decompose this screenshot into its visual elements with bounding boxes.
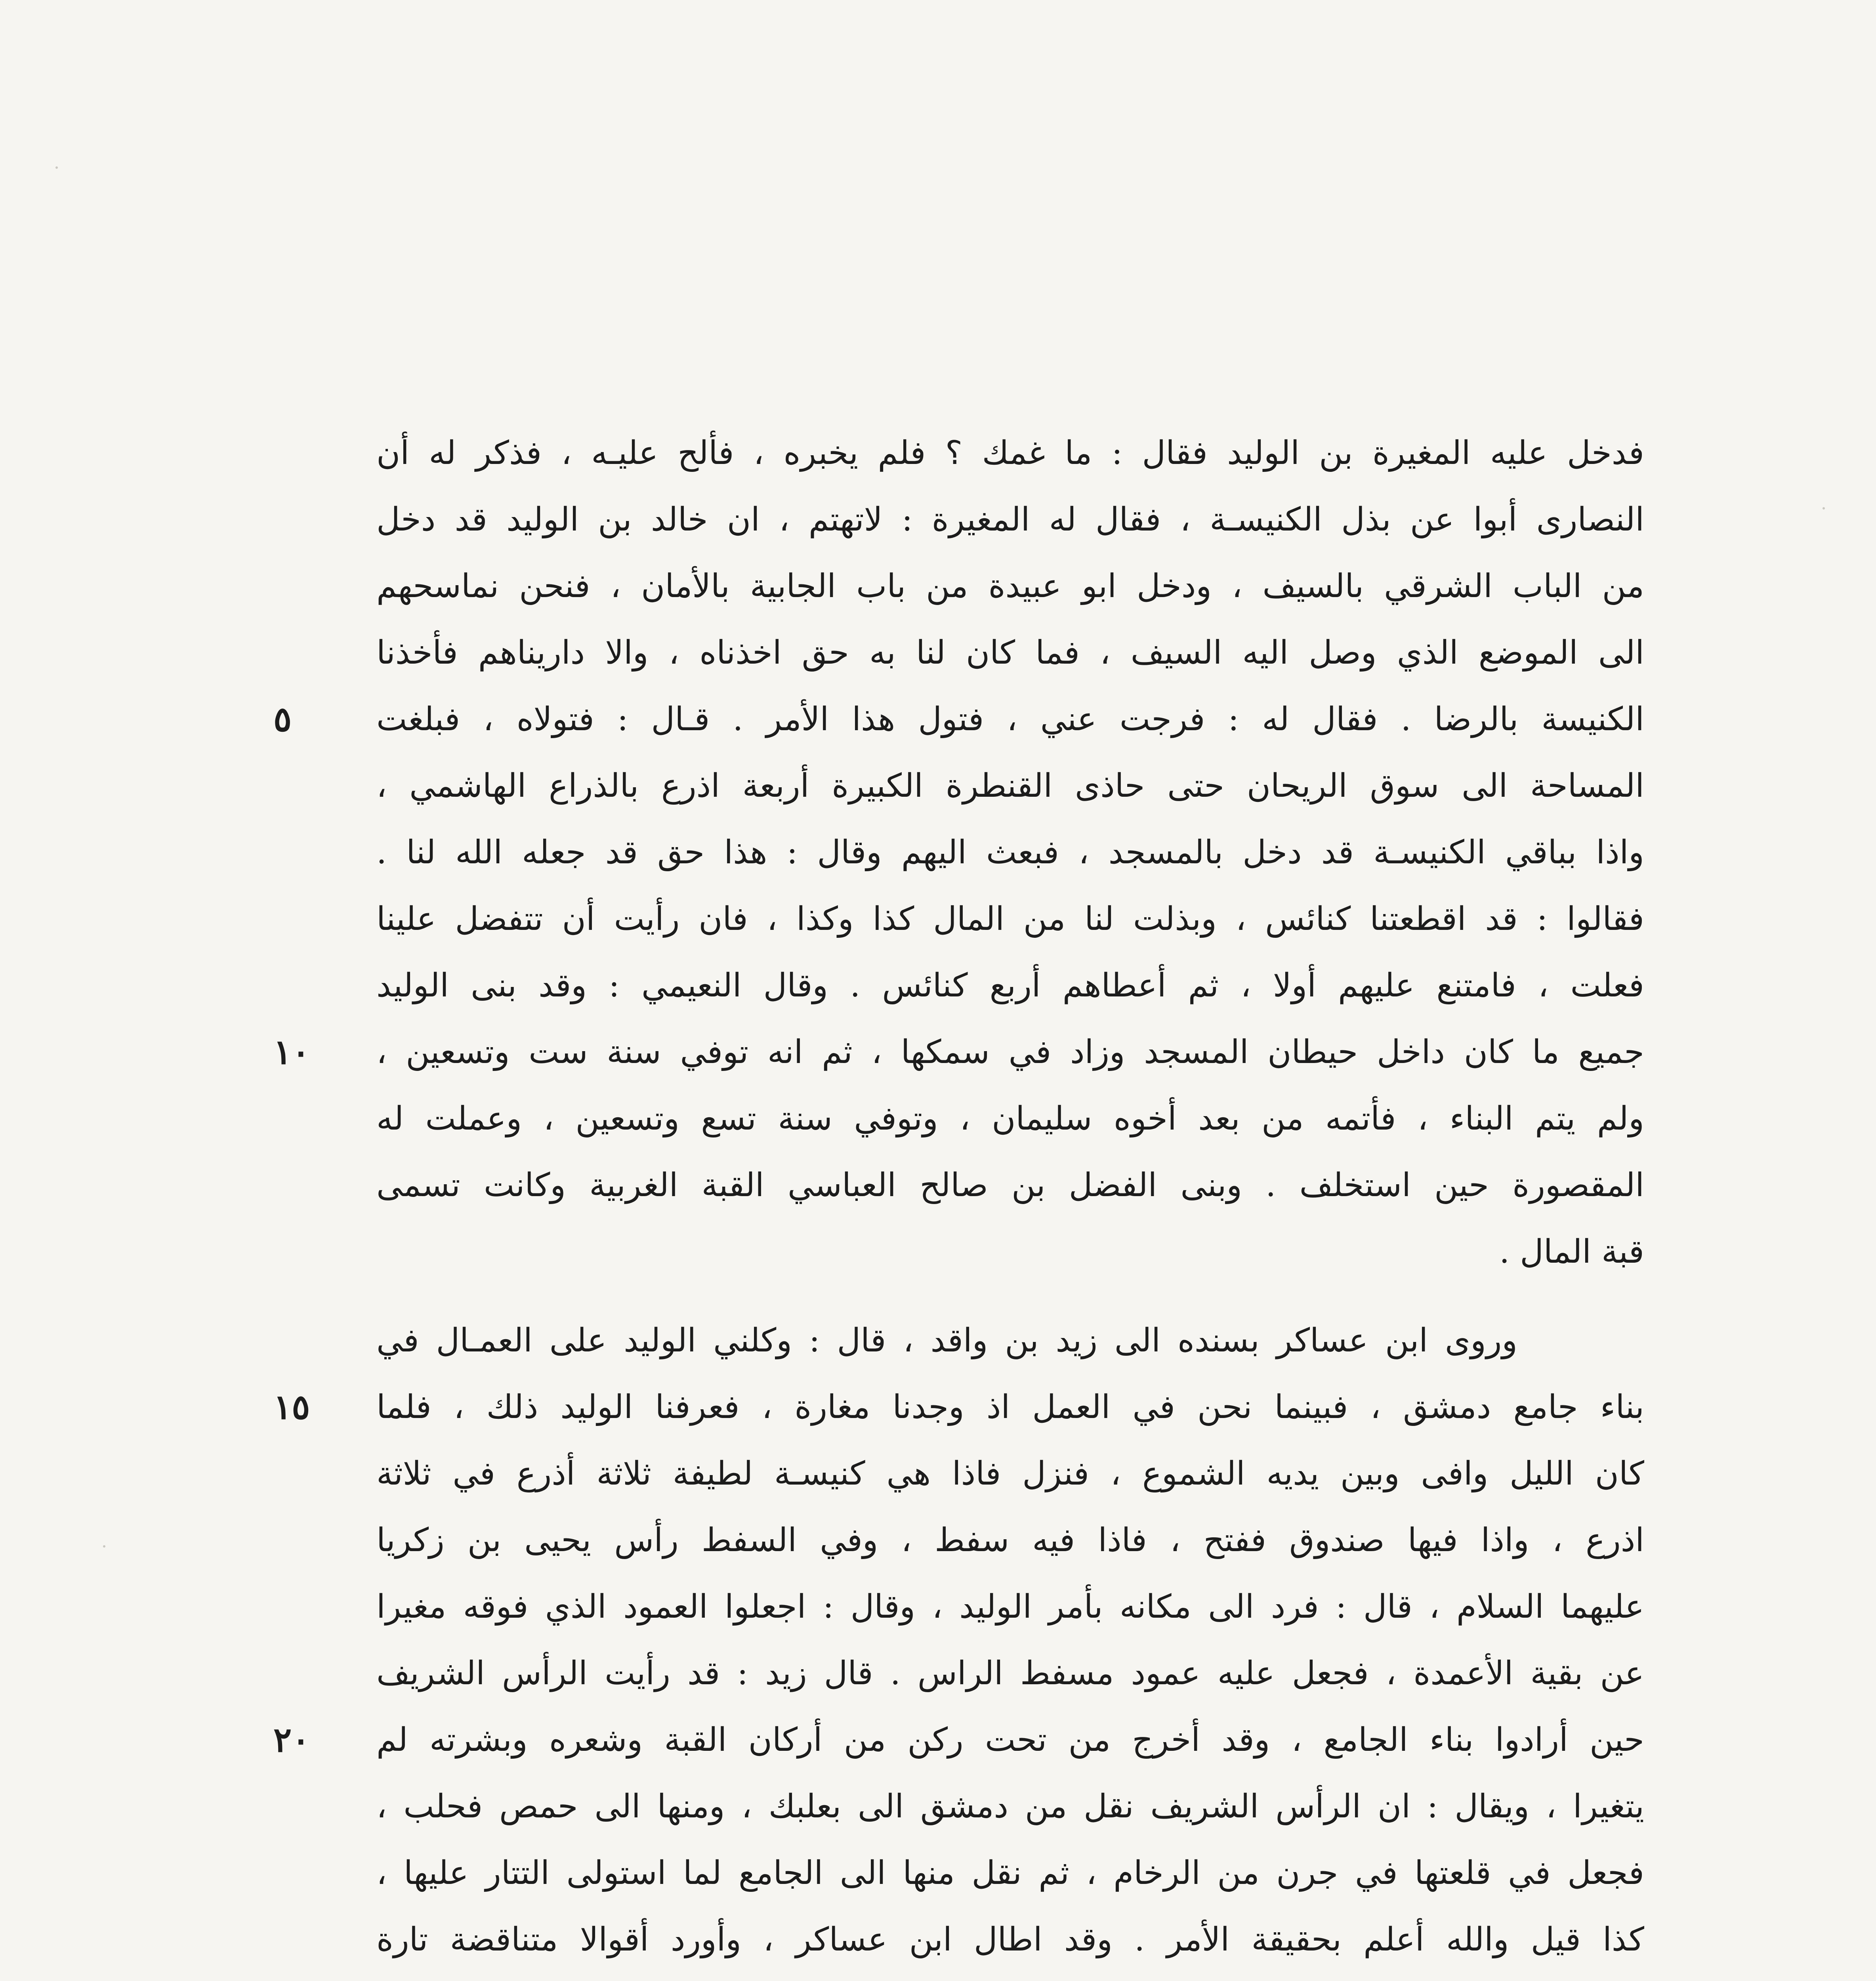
line-number-10: ١٠	[273, 1032, 310, 1072]
text-line: النصارى أبوا عن بذل الكنيسـة ، فقال له المغيرة : لاتهتم ، ان خالد بن الوليد قد دخل	[376, 501, 1644, 538]
text-line: الكنيسة بالرضا . فقال له : فرجت عني ، فتول هذا الأمر . قـال : فتولاه ، فبلغت	[376, 700, 1644, 738]
text-line: من الباب الشرقي بالسيف ، ودخل ابو عبيدة من باب الجابية بالأمان ، فنحن نماسحهم	[376, 567, 1644, 605]
text-line: ولم يتم البناء ، فأتمه من بعد أخوه سليمان ، وتوفي سنة تسع وتسعين ، وعملت له	[376, 1100, 1644, 1137]
paragraph-1	[376, 420, 1644, 1285]
text-line: يتغيرا ، ويقال : ان الرأس الشريف نقل من دمشق الى بعلبك ، ومنها الى حمص فحلب ،	[376, 1788, 1644, 1825]
text-line: كذا قيل والله أعلم بحقيقة الأمر . وقد اطال ابن عساكر ، وأورد أقوالا متناقضة تارة	[376, 1921, 1644, 1958]
scan-speck	[103, 1545, 105, 1548]
line-number-15: ١٥	[273, 1387, 310, 1427]
scan-speck	[1823, 507, 1825, 510]
text-line: المساحة الى سوق الريحان حتى حاذى القنطرة الكبيرة أربعة اذرع بالذراع الهاشمي ،	[376, 767, 1644, 805]
paragraph-2	[376, 1307, 1644, 1981]
text-line: عليهما السلام ، قال : فرد الى مكانه بأمر الوليد ، وقال : اجعلوا العمود الذي فوقه مغيرا	[376, 1588, 1644, 1626]
text-line: وروى ابن عساكر بسنده الى زيد بن واقد ، قال : وكلني الوليد على العمـال في	[376, 1322, 1517, 1359]
text-line: المقصورة حين استخلف . وبنى الفضل بن صالح العباسي القبة الغربية وكانت تسمى	[376, 1166, 1644, 1204]
text-line: قبة المال .	[1499, 1233, 1644, 1271]
text-line	[376, 1973, 1644, 1981]
text-line: كان الليل وافى وبين يديه الشموع ، فنزل فاذا هي كنيسـة لطيفة ثلاثة أذرع في ثلاثة	[376, 1455, 1644, 1492]
text-line: الى الموضع الذي وصل اليه السيف ، فما كان لنا به حق اخذناه ، والا داريناهم فأخذنا	[376, 634, 1644, 672]
text-line: فدخل عليه المغيرة بن الوليد فقال : ما غمك ؟ فلم يخبره ، فألح عليـه ، فذكر له أن	[376, 434, 1644, 472]
text-line: واذا بباقي الكنيسـة قد دخل بالمسجد ، فبعث اليهم وقال : هذا حق قد جعله الله لنا .	[376, 834, 1644, 871]
text-line: عن بقية الأعمدة ، فجعل عليه عمود مسفط الراس . قال زيد : قد رأيت الرأس الشريف	[376, 1655, 1644, 1692]
text-line: اذرع ، واذا فيها صندوق ففتح ، فاذا فيه سفط ، وفي السفط رأس يحيى بن زكريا	[376, 1521, 1644, 1559]
text-line: حين أرادوا بناء الجامع ، وقد أخرج من تحت ركن من أركان القبة وشعره وبشرته لم	[376, 1721, 1644, 1759]
line-number-5: ٥	[273, 699, 292, 739]
text-line: فجعل في قلعتها في جرن من الرخام ، ثم نقل منها الى الجامع لما استولى التتار عليها ،	[376, 1854, 1644, 1892]
line-number-20: ٢٠	[273, 1720, 310, 1760]
text-line: فقالوا : قد اقطعتنا كنائس ، وبذلت لنا من المال كذا وكذا ، فان رأيت أن تتفضل علينا	[376, 900, 1644, 938]
scan-speck	[55, 166, 58, 169]
text-line: بناء جامع دمشق ، فبينما نحن في العمل اذ وجدنا مغارة ، فعرفنا الوليد ذلك ، فلما	[376, 1388, 1644, 1426]
text-line: فعلت ، فامتنع عليهم أولا ، ثم أعطاهم أربع كنائس . وقال النعيمي : وقد بنى الوليد	[376, 967, 1644, 1004]
text-line: جميع ما كان داخل حيطان المسجد وزاد في سمكها ، ثم انه توفي سنة ست وتسعين ،	[376, 1033, 1644, 1071]
